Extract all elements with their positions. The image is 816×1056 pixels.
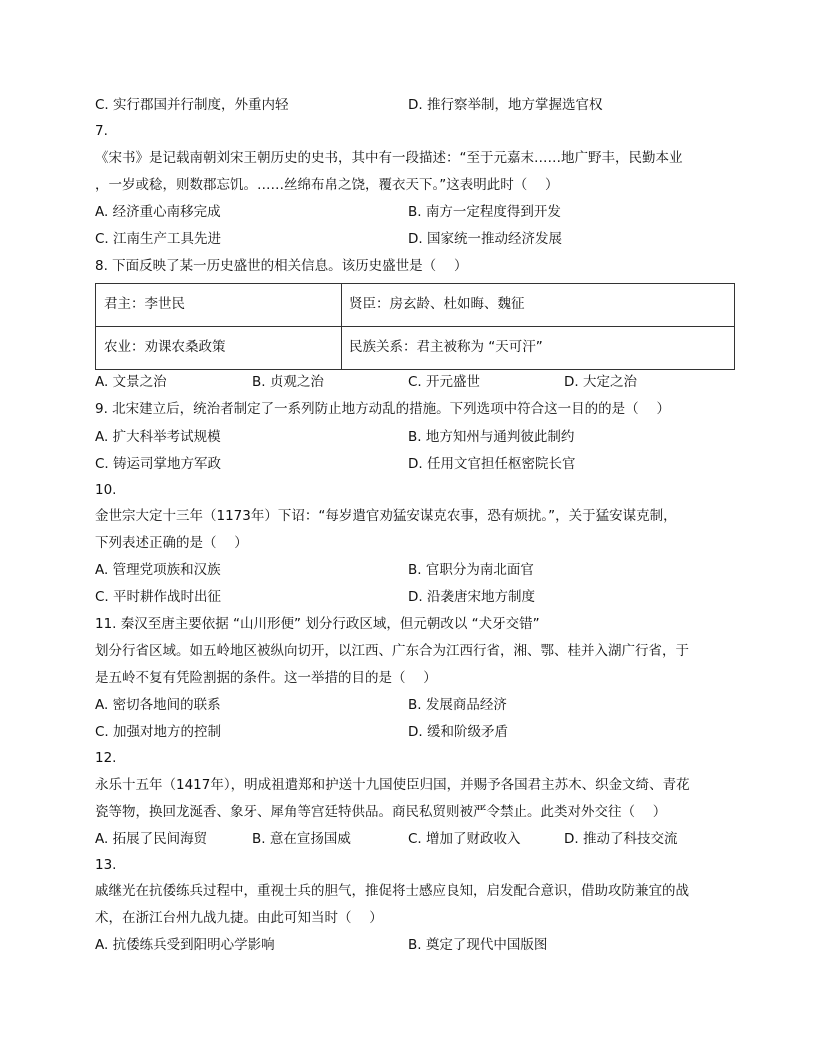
- q9-option-b: B. 地方知州与通判彼此制约: [408, 429, 575, 445]
- q10-option-d: D. 沿袭唐宋地方制度: [408, 589, 535, 605]
- q12-stem-line-2: 瓷等物，换回龙涎香、象牙、犀角等宫廷特供品。商民私贸则被严令禁止。此类对外交往（ ）: [95, 804, 667, 820]
- q11-stem-line-1: 11. 秦汉至唐主要依据 “山川形便” 划分行政区域，但元朝改以 “犬牙交错”: [95, 616, 540, 632]
- q13-number: 13.: [95, 857, 117, 873]
- q7-stem-line-1: 《宋书》是记载南朝刘宋王朝历史的史书，其中有一段描述：“至于元嘉末……地广野丰，民勤本业: [95, 150, 683, 166]
- q12-option-a: A. 拓展了民间海贸: [95, 831, 208, 847]
- q7-option-a: A. 经济重心南移完成: [95, 204, 221, 220]
- q12-stem-line-1: 永乐十五年（1417年），明成祖遣郑和护送十九国使臣归国，并赐予各国君主苏木、织金文绮、青花: [95, 777, 690, 793]
- q8-option-b: B. 贞观之治: [252, 374, 324, 390]
- q12-option-c: C. 增加了财政收入: [408, 831, 521, 847]
- q11-stem-line-2: 划分行省区域。如五岭地区被纵向切开，以江西、广东合为江西行省，湘、鄂、桂并入湖广行省，于: [95, 643, 689, 659]
- q10-option-a: A. 管理党项族和汉族: [95, 562, 221, 578]
- q10-option-b: B. 官职分为南北面官: [408, 562, 534, 578]
- q13-option-a: A. 抗倭练兵受到阳明心学影响: [95, 937, 275, 953]
- table-cell-ethnic: 民族关系：君主被称为 “天可汗”: [349, 339, 543, 355]
- q13-stem-line-2: 术，在浙江台州九战九捷。由此可知当时（ ）: [95, 910, 383, 926]
- q11-option-d: D. 缓和阶级矛盾: [408, 724, 508, 740]
- table-cell-agriculture: 农业：劝课农桑政策: [104, 339, 226, 355]
- q11-option-b: B. 发展商品经济: [408, 697, 507, 713]
- q10-number: 10.: [95, 482, 117, 498]
- table-row-divider: [96, 326, 734, 327]
- q7-option-c: C. 江南生产工具先进: [95, 231, 222, 247]
- q6-option-c: C. 实行郡国并行制度，外重内轻: [95, 97, 289, 113]
- q6-option-d: D. 推行察举制，地方掌握选官权: [408, 97, 603, 113]
- q7-number: 7.: [95, 123, 108, 139]
- q9-option-c: C. 铸运司掌地方军政: [95, 456, 222, 472]
- q13-option-b: B. 奠定了现代中国版图: [408, 937, 548, 953]
- q13-stem-line-1: 戚继光在抗倭练兵过程中，重视士兵的胆气，推促将士感应良知，启发配合意识，借助攻防兼宜的战: [95, 883, 689, 899]
- table-cell-ministers: 贤臣：房玄龄、杜如晦、魏征: [349, 296, 525, 312]
- q7-option-d: D. 国家统一推动经济发展: [408, 231, 562, 247]
- q7-option-b: B. 南方一定程度得到开发: [408, 204, 561, 220]
- table-cell-ruler: 君主：李世民: [104, 296, 185, 312]
- q8-info-table: [95, 283, 735, 370]
- q9-option-a: A. 扩大科举考试规模: [95, 429, 221, 445]
- q10-stem-line-1: 金世宗大定十三年（1173年）下诏：“每岁遣官劝猛安谋克农事，恐有烦扰。”，关于猛安谋克制，: [95, 508, 677, 524]
- q7-stem-line-2: ，一岁或稔，则数郡忘饥。……丝绵布帛之饶，覆衣天下。”这表明此时（ ）: [95, 177, 559, 193]
- q8-option-a: A. 文景之治: [95, 374, 167, 390]
- table-column-divider: [341, 284, 342, 369]
- q10-option-c: C. 平时耕作战时出征: [95, 589, 222, 605]
- q12-option-d: D. 推动了科技交流: [564, 831, 678, 847]
- q11-stem-line-3: 是五岭不复有凭险割据的条件。这一举措的目的是（ ）: [95, 670, 437, 686]
- q10-stem-line-2: 下列表述正确的是（ ）: [95, 535, 248, 551]
- q8-stem: 8. 下面反映了某一历史盛世的相关信息。该历史盛世是（ ）: [95, 258, 468, 274]
- q9-stem: 9. 北宋建立后，统治者制定了一系列防止地方动乱的措施。下列选项中符合这一目的的是（ ）: [95, 401, 670, 417]
- q11-option-c: C. 加强对地方的控制: [95, 724, 222, 740]
- q11-option-a: A. 密切各地间的联系: [95, 697, 221, 713]
- q8-option-c: C. 开元盛世: [408, 374, 481, 390]
- q9-option-d: D. 任用文官担任枢密院长官: [408, 456, 576, 472]
- q12-option-b: B. 意在宣扬国威: [252, 831, 351, 847]
- q8-option-d: D. 大定之治: [564, 374, 637, 390]
- q12-number: 12.: [95, 750, 117, 766]
